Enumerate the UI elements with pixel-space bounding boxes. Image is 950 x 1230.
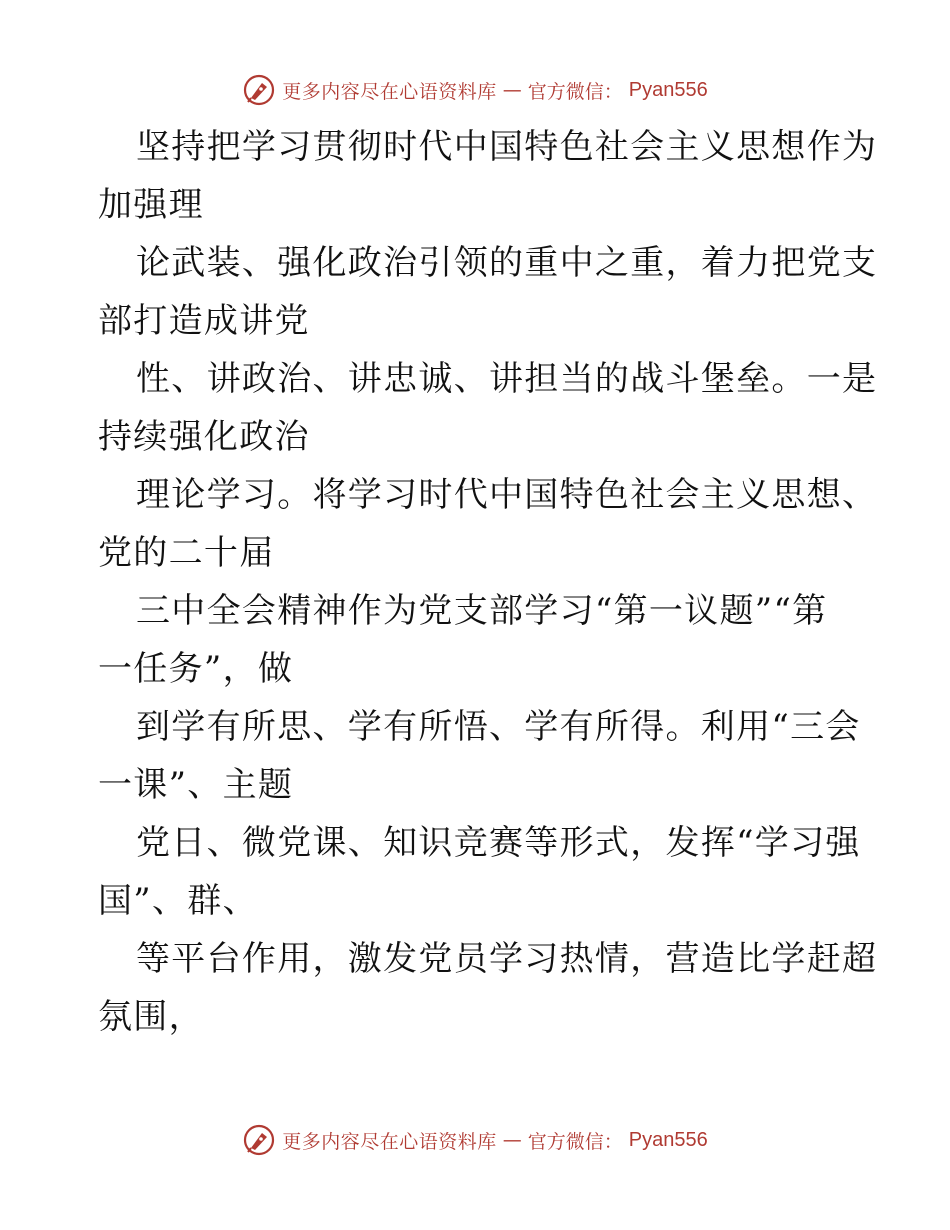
body-text [98,118,878,1046]
body-line: 党的二十届 [98,533,275,573]
body-line: 国”、群、 [98,881,258,921]
banner-wechat-label: 官方微信： [527,80,623,103]
body-line: 到学有所思、学有所悟、学有所得。利用“三会 [136,707,861,747]
banner-wechat-label: 官方微信： [527,1130,623,1153]
body-line: 加强理 [98,185,204,225]
banner-wechat-id: Pyan556 [628,78,708,101]
pen-nib-logo-icon [242,1123,276,1157]
banner-site-text: 更多内容尽在心语资料库 [282,1130,497,1153]
body-line: 氛围， [98,997,204,1037]
banner-site-text: 更多内容尽在心语资料库 [282,80,497,103]
body-line: 理论学习。将学习时代中国特色社会主义思想、 [136,475,878,515]
banner-wechat-id: Pyan556 [628,1128,708,1151]
body-line: 等平台作用，激发党员学习热情，营造比学赶超 [136,939,878,979]
body-line: 性、讲政治、讲忠诚、讲担当的战斗堡垒。一是 [136,359,878,399]
body-line: 三中全会精神作为党支部学习“第一议题”“第 [136,591,828,631]
body-line: 党日、微党课、知识竞赛等形式，发挥“学习强 [136,823,861,863]
banner-dash: — [502,79,522,101]
body-line: 部打造成讲党 [98,301,310,341]
body-line: 坚持把学习贯彻时代中国特色社会主义思想作为 [136,127,878,167]
banner-dash: — [502,1129,522,1151]
header-banner [0,70,950,110]
body-line: 持续强化政治 [98,417,310,457]
body-line: 一课”、主题 [98,765,294,805]
pen-nib-logo-icon [242,73,276,107]
body-line: 论武装、强化政治引领的重中之重，着力把党支 [136,243,878,283]
body-line: 一任务”，做 [98,649,294,689]
footer-banner [0,1120,950,1160]
